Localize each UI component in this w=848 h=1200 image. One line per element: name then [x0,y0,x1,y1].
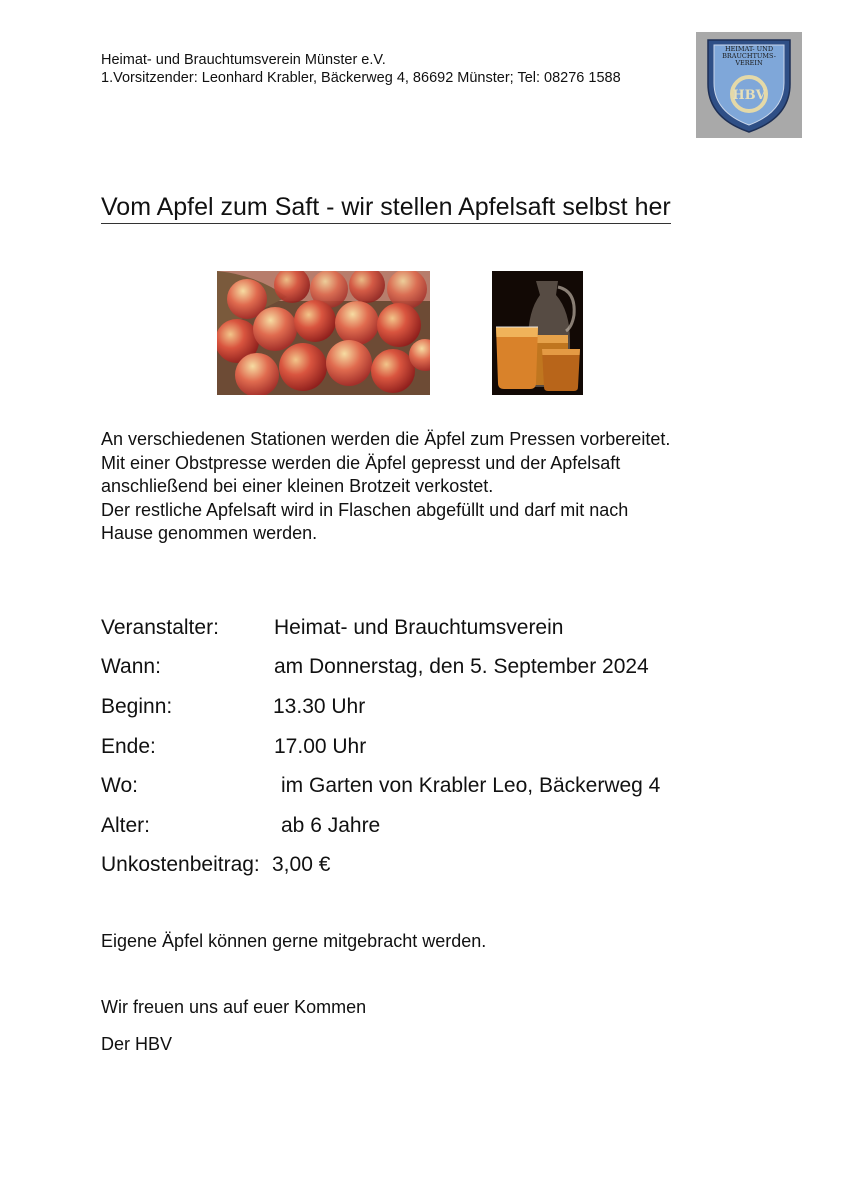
club-name: Heimat- und Brauchtumsverein Münster e.V. [101,52,386,68]
logo-text-top: HEIMAT- UND [724,45,774,53]
club-logo [696,32,802,138]
where-value: im Garten von Krabler Leo, Bäckerweg 4 [281,774,661,797]
chairman-contact: 1.Vorsitzender: Leonhard Krabler, Bäckerweg 4, 86692 Münster; Tel: 08276 1588 [101,70,621,86]
start-value: 13.30 Uhr [273,695,366,718]
organizer-value: Heimat- und Brauchtumsverein [274,616,564,639]
logo-monogram: HBV [732,88,766,103]
apple-juice-photo [492,271,583,395]
start-label: Beginn: [101,695,173,718]
where-label: Wo: [101,774,138,797]
fee-value: 3,00 € [272,853,331,876]
intro-line-5: Hause genommen werden. [101,523,318,543]
intro-line-2: Mit einer Obstpresse werden die Äpfel gepresst und der Apfelsaft [101,452,621,473]
apples-note: Eigene Äpfel können gerne mitgebracht werden. [101,931,487,951]
apples-photo [217,271,430,395]
club-shield-icon [696,32,802,138]
end-value: 17.00 Uhr [274,735,367,758]
page-title: Vom Apfel zum Saft - wir stellen Apfelsaft selbst her [101,192,671,224]
signature: Der HBV [101,1034,173,1054]
age-label: Alter: [101,814,151,837]
intro-line-1: An verschiedenen Stationen werden die Äpfel zum Pressen vorbereitet. [101,429,671,449]
logo-text-mid: BRAUCHTUMS- [722,52,776,60]
intro-line-4: Der restliche Apfelsaft wird in Flaschen abgefüllt und darf mit nach [101,499,629,520]
age-value: ab 6 Jahre [281,814,381,837]
intro-line-3: anschließend bei einer kleinen Brotzeit verkostet. [101,476,494,496]
closing-line: Wir freuen uns auf euer Kommen [101,997,367,1017]
when-label: Wann: [101,655,161,678]
when-value: am Donnerstag, den 5. September 2024 [274,655,649,678]
end-label: Ende: [101,735,156,758]
fee-label: Unkostenbeitrag: [101,853,260,876]
logo-text-bot: VEREIN [735,59,763,67]
organizer-label: Veranstalter: [101,616,219,639]
